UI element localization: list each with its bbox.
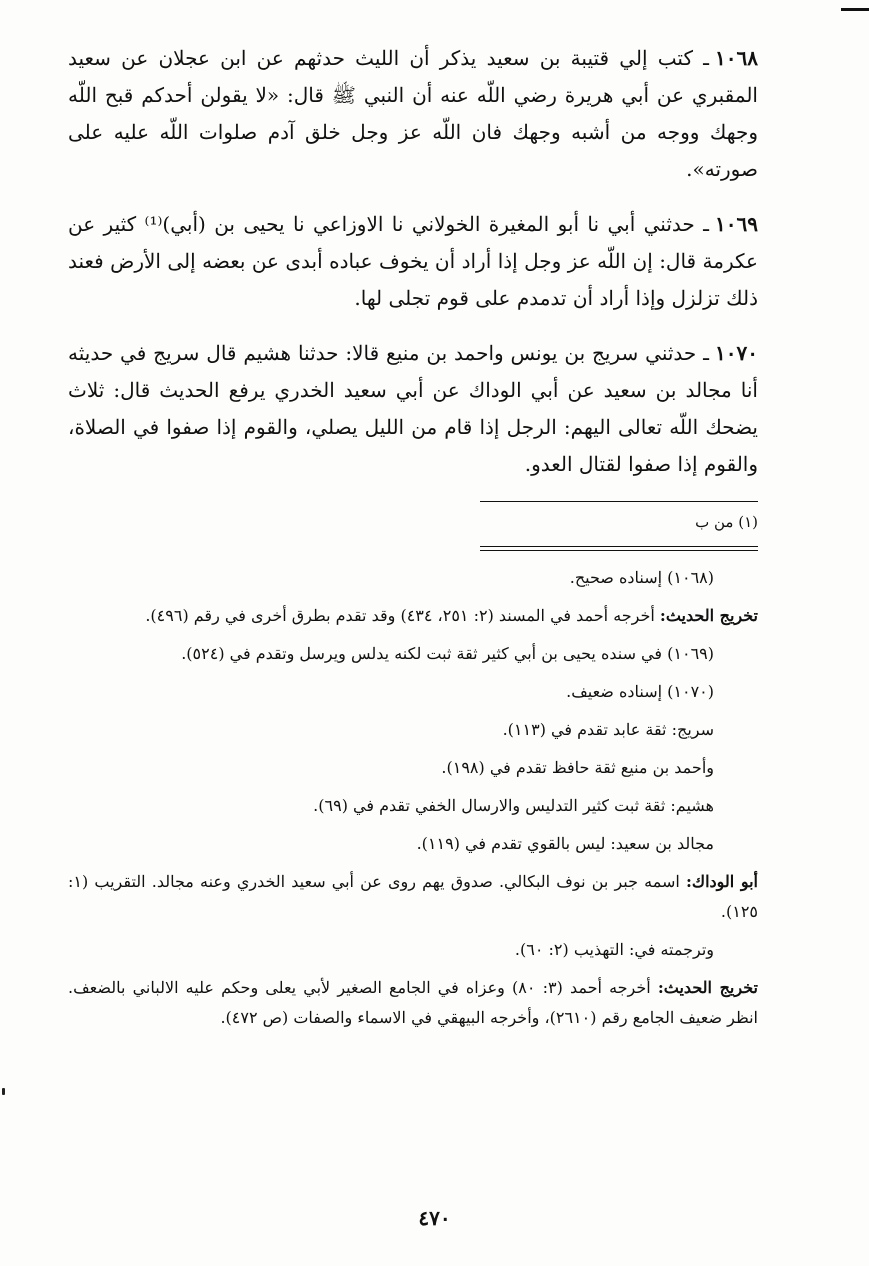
- hadith-1069: [68, 206, 758, 317]
- commentary-divider: [480, 546, 758, 551]
- page-body: [68, 40, 758, 1041]
- corner-mark: [841, 8, 869, 11]
- note-line: (١٠٧٠) إسناده ضعيف.: [566, 682, 714, 701]
- hadith-text: ـ كتب إلي قتيبة بن سعيد يذكر أن الليث حدثهم عن ابن عجلان عن سعيد المقبري عن أبي هريرة رضي اللّه عنه أن النبي ﷺ قال: «لا يقولن أحدكم قبح اللّه وجهك ووجه من أشبه وجهك فان اللّه عز وجل خلق آدم صلوات اللّه عليه على صورته».: [68, 46, 758, 181]
- note-label: تخريج الحديث:: [657, 978, 758, 997]
- hadith-text: ـ حدثني أبي نا أبو المغيرة الخولاني نا الاوزاعي نا يحيى بن (أبي)⁽¹⁾ كثير عن عكرمة قال: إن اللّه عز وجل إذا أراد أن يخوف عباده أبدى عن بعضه إلى الأرض فعند ذلك تزلزل وإذا أراد أن تدمدم على قوم تجلى لها.: [68, 212, 758, 310]
- note-line: مجالد بن سعيد: ليس بالقوي تقدم في (١١٩).: [416, 834, 714, 853]
- note-line: هشيم: ثقة ثبت كثير التدليس والارسال الخفي تقدم في (٦٩).: [313, 796, 714, 815]
- footnote: (١) من ب: [695, 513, 758, 531]
- hadith-1068: [68, 40, 758, 188]
- note-label: تخريج الحديث:: [659, 606, 758, 625]
- note-line: سريج: ثقة عابد تقدم في (١١٣).: [502, 720, 714, 739]
- note-line: تخريج الحديث: أخرجه أحمد (٣: ٨٠) وعزاه في الجامع الصغير لأبي يعلى وحكم عليه الالباني بالضعف. انظر ضعيف الجامع رقم (٢٦١٠)، وأخرجه البيهقي في الاسماء والصفات (ص ٤٧٢).: [68, 978, 758, 1027]
- footnote-divider: [480, 501, 758, 502]
- note-line: (١٠٦٨) إسناده صحيح.: [569, 568, 714, 587]
- commentary: [68, 563, 758, 1033]
- note-line: أبو الوداك: اسمه جبر بن نوف البكالي. صدوق يهم روى عن أبي سعيد الخدري وعنه مجالد. التقريب (١: ١٢٥).: [68, 872, 759, 921]
- note-line: وأحمد بن منيع ثقة حافظ تقدم في (١٩٨).: [441, 758, 714, 777]
- note-line: وترجمته في: التهذيب (٢: ٦٠).: [514, 940, 714, 959]
- hadith-text: ـ حدثني سريج بن يونس واحمد بن منيع قالا: حدثنا هشيم قال سريج في حديثه أنا مجالد بن سعيد عن أبي الوداك عن أبي سعيد الخدري يرفع الحديث قال: ثلاث يضحك اللّه تعالى اليهم: الرجل إذا قام من الليل يصلي، والقوم إذا صفوا في الصلاة، والقوم إذا صفوا لقتال العدو.: [68, 341, 758, 476]
- note-line: تخريج الحديث: أخرجه أحمد في المسند (٢: ٢٥١، ٤٣٤) وقد تقدم بطرق أخرى في رقم (٤٩٦).: [145, 606, 758, 625]
- note-line: (١٠٦٩) في سنده يحيى بن أبي كثير ثقة ثبت لكنه يدلس ويرسل وتقدم في (٥٢٤).: [181, 644, 714, 663]
- hadith-1070: [68, 335, 758, 483]
- hadith-number: ١٠٧٠: [715, 341, 758, 365]
- edge-mark: [2, 1088, 5, 1095]
- page-number: ٤٧٠: [418, 1206, 451, 1230]
- hadith-number: ١٠٦٩: [715, 212, 758, 236]
- note-label: أبو الوداك:: [685, 872, 759, 891]
- hadith-number: ١٠٦٨: [715, 46, 758, 70]
